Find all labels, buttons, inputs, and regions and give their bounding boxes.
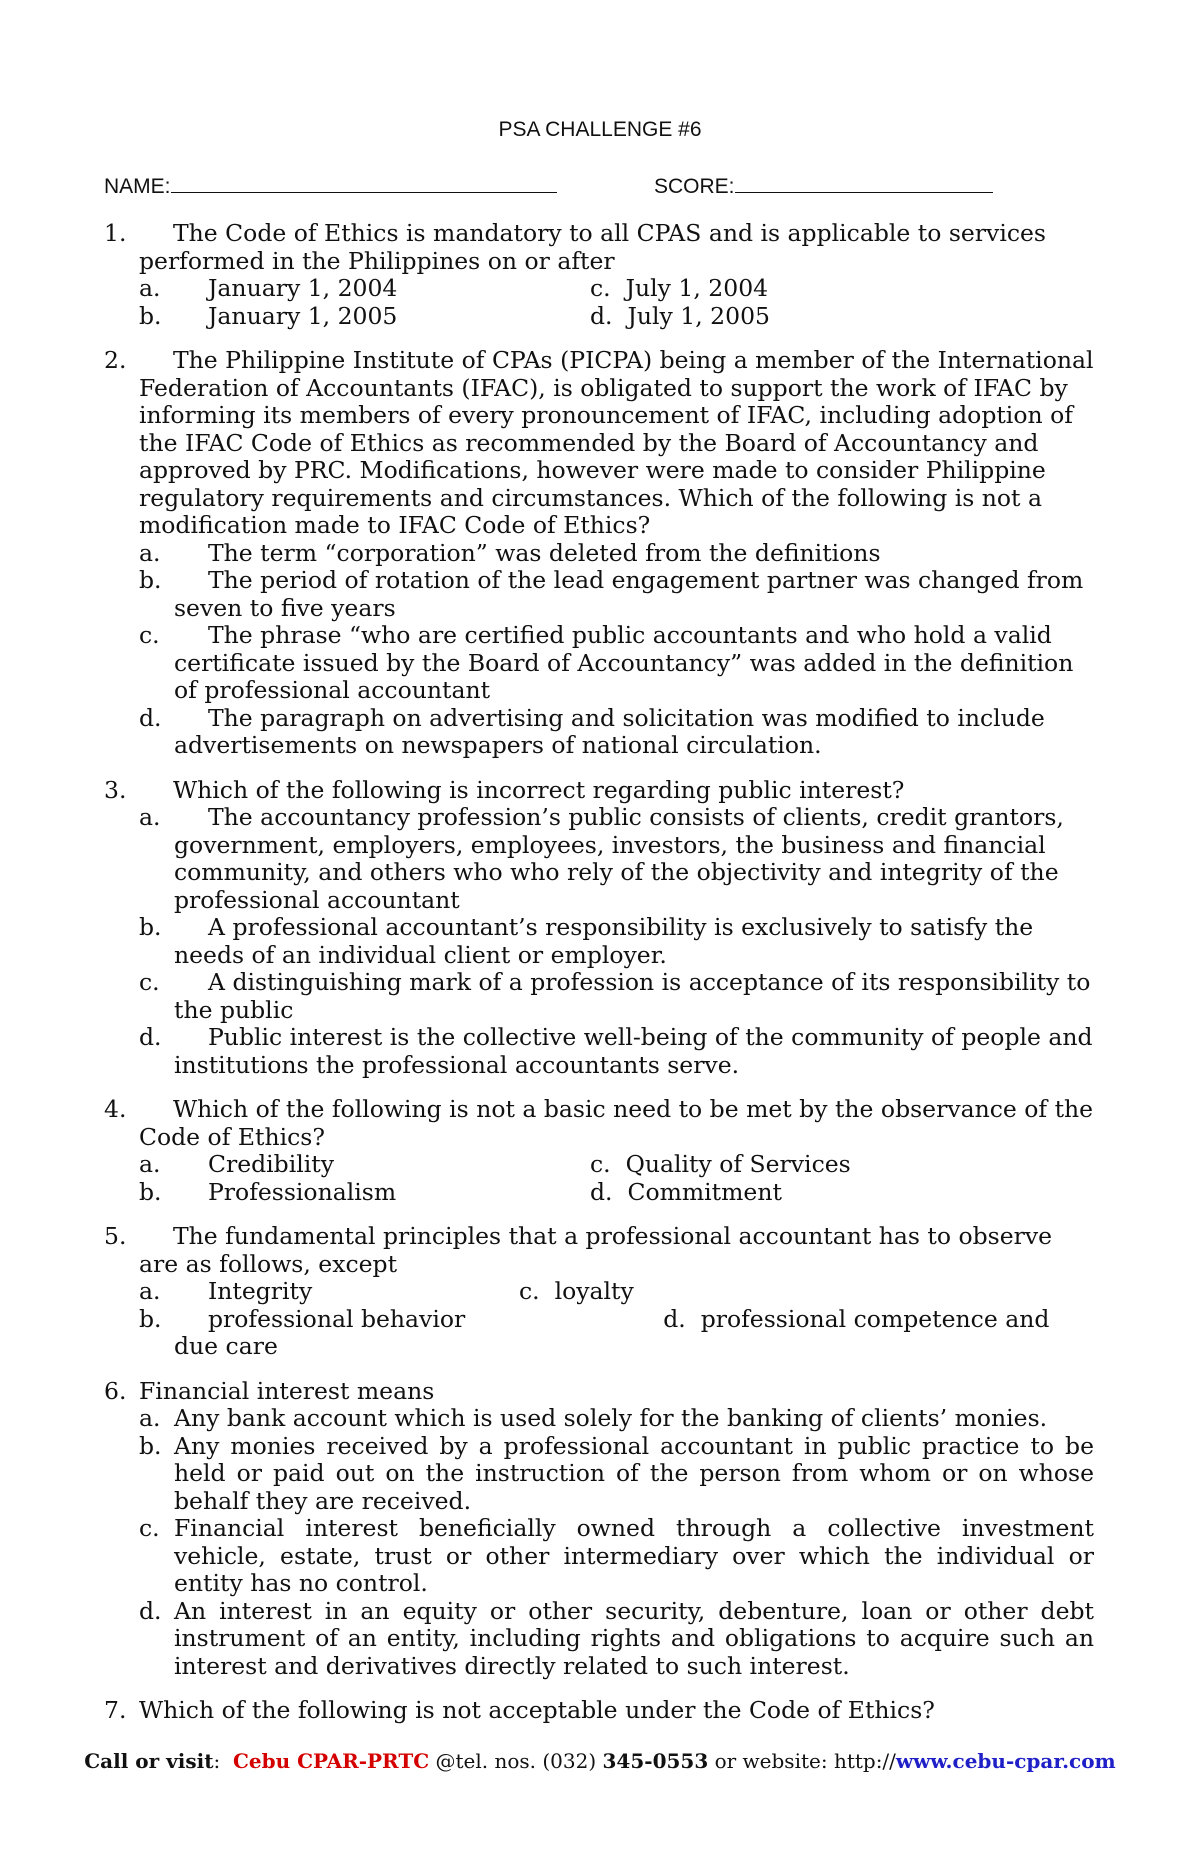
question-4 bbox=[104, 1096, 1094, 1206]
option-d-letter: d. bbox=[663, 1304, 686, 1333]
footer-web-prefix: or website: http:// bbox=[714, 1749, 896, 1773]
question-2 bbox=[104, 347, 1094, 760]
option-b: b. Professionalism bbox=[139, 1177, 397, 1206]
score-field bbox=[654, 172, 993, 199]
option-c: c. July 1, 2004 bbox=[590, 274, 769, 302]
question-number: 3. bbox=[104, 775, 127, 804]
question-stem: Financial interest means bbox=[139, 1376, 435, 1405]
option-a: a. January 1, 2004 bbox=[139, 274, 398, 302]
question-stem: The fundamental principles that a professional accountant has to observe are as follows, except bbox=[139, 1222, 1053, 1278]
question-number: 4. bbox=[104, 1095, 127, 1123]
score-blank-line bbox=[735, 172, 993, 193]
option-d: d. Public interest is the collective well-being of the community of people and institutions the professional accountants serve. bbox=[139, 1023, 1093, 1079]
footer-phone: 345-0553 bbox=[602, 1749, 709, 1773]
option-c: c. Quality of Services bbox=[590, 1150, 851, 1178]
option-a: a. The accountancy profession’s public consists of clients, credit grantors, government, employers, employees, investors, the business and financial community, and others who who rely of the objectivity and integrity of the professional accountant bbox=[139, 803, 1064, 914]
question-1 bbox=[104, 220, 1094, 330]
option-c: c. The phrase “who are certified public accountants and who hold a valid certificate issued by the Board of Accountancy” was added in the definition of professional accountant bbox=[139, 621, 1074, 704]
footer-website-link[interactable]: www.cebu-cpar.com bbox=[895, 1749, 1116, 1773]
questions-list bbox=[104, 220, 1094, 1742]
question-stem: Which of the following is not a basic need to be met by the observance of the Code of Ethics? bbox=[139, 1095, 1094, 1151]
page-title: PSA CHALLENGE #6 bbox=[498, 118, 702, 141]
option-b: b. A professional accountant’s responsibility is exclusively to satisfy the needs of an individual client or employer. bbox=[139, 913, 1034, 969]
option-b: b. The period of rotation of the lead engagement partner was changed from seven to five years bbox=[139, 566, 1084, 622]
option-c: c. Financial interest beneficially owned through a collective investment vehicle, estate, trust or other intermediary over which the individual or entity has no control. bbox=[139, 1514, 1094, 1597]
option-a: a. The term “corporation” was deleted from the definitions bbox=[139, 538, 881, 567]
name-field bbox=[104, 172, 557, 199]
option-b: b. January 1, 2005 bbox=[139, 301, 398, 330]
question-stem: The Code of Ethics is mandatory to all CPAS and is applicable to services performed in the Philippines on or after bbox=[139, 219, 1046, 275]
option-a: a. Any bank account which is used solely for the banking of clients’ monies. bbox=[139, 1404, 1048, 1432]
option-a: a. Credibility bbox=[139, 1150, 334, 1178]
option-c: c. loyalty bbox=[519, 1277, 634, 1305]
footer-tel-prefix: @tel. nos. (032) bbox=[435, 1749, 597, 1773]
question-6 bbox=[104, 1378, 1094, 1681]
option-d: d. The paragraph on advertising and solicitation was modified to include advertisements on newspapers of national circulation. bbox=[139, 703, 1045, 759]
option-d: d. An interest in an equity or other security, debenture, loan or other debt instrument of an entity, including rights and obligations to acquire such an interest and derivatives directly related to such interest. bbox=[139, 1596, 1094, 1680]
option-d: d. July 1, 2005 bbox=[590, 301, 770, 330]
footer-call-label: Call or visit bbox=[84, 1749, 214, 1773]
question-stem: The Philippine Institute of CPAs (PICPA) being a member of the International Federation of Accountants (IFAC), is obligated to support the work of IFAC by informing its members of every pronouncement of IFAC, including adoption of the IFAC Code of Ethics as recommended by the Board of Accountancy and approved by PRC. Modifications, however were made to consider Philippine regulatory requirements and circumstances. Which of the following is not a modification made to IFAC Code of Ethics? bbox=[139, 346, 1094, 539]
question-5 bbox=[104, 1223, 1094, 1361]
name-label: NAME: bbox=[104, 175, 171, 198]
question-7 bbox=[104, 1697, 1094, 1725]
option-d: d. Commitment bbox=[590, 1177, 782, 1206]
question-stem: Which of the following is not acceptable under the Code of Ethics? bbox=[139, 1696, 935, 1724]
question-stem: Which of the following is incorrect regarding public interest? bbox=[173, 775, 905, 804]
option-b-letter: b. bbox=[139, 1304, 162, 1333]
question-number: 1. bbox=[104, 219, 127, 247]
question-3 bbox=[104, 777, 1094, 1080]
name-blank-line bbox=[171, 172, 557, 193]
option-a: a. Integrity bbox=[139, 1277, 313, 1305]
question-number: 2. bbox=[104, 346, 127, 374]
option-b-text: professional behavior bbox=[208, 1304, 466, 1333]
option-c: c. A distinguishing mark of a profession is acceptance of its responsibility to the public bbox=[139, 968, 1091, 1024]
question-number: 7. bbox=[104, 1696, 127, 1724]
option-b-d-line bbox=[104, 1306, 1094, 1361]
option-d-text: professional competence and due care bbox=[174, 1304, 1050, 1360]
question-number: 5. bbox=[104, 1222, 127, 1250]
question-number: 6. bbox=[104, 1376, 127, 1405]
footer-org: Cebu CPAR-PRTC bbox=[232, 1749, 430, 1773]
score-label: SCORE: bbox=[654, 175, 735, 198]
footer: Call or visit: Cebu CPAR-PRTC @tel. nos. (032) 345-0553 or website: http://www.cebu-cpar.com bbox=[84, 1749, 1116, 1773]
option-b: b. Any monies received by a professional accountant in public practice to be held or paid out on the instruction of the person from whom or on whose behalf they are received. bbox=[139, 1431, 1094, 1515]
